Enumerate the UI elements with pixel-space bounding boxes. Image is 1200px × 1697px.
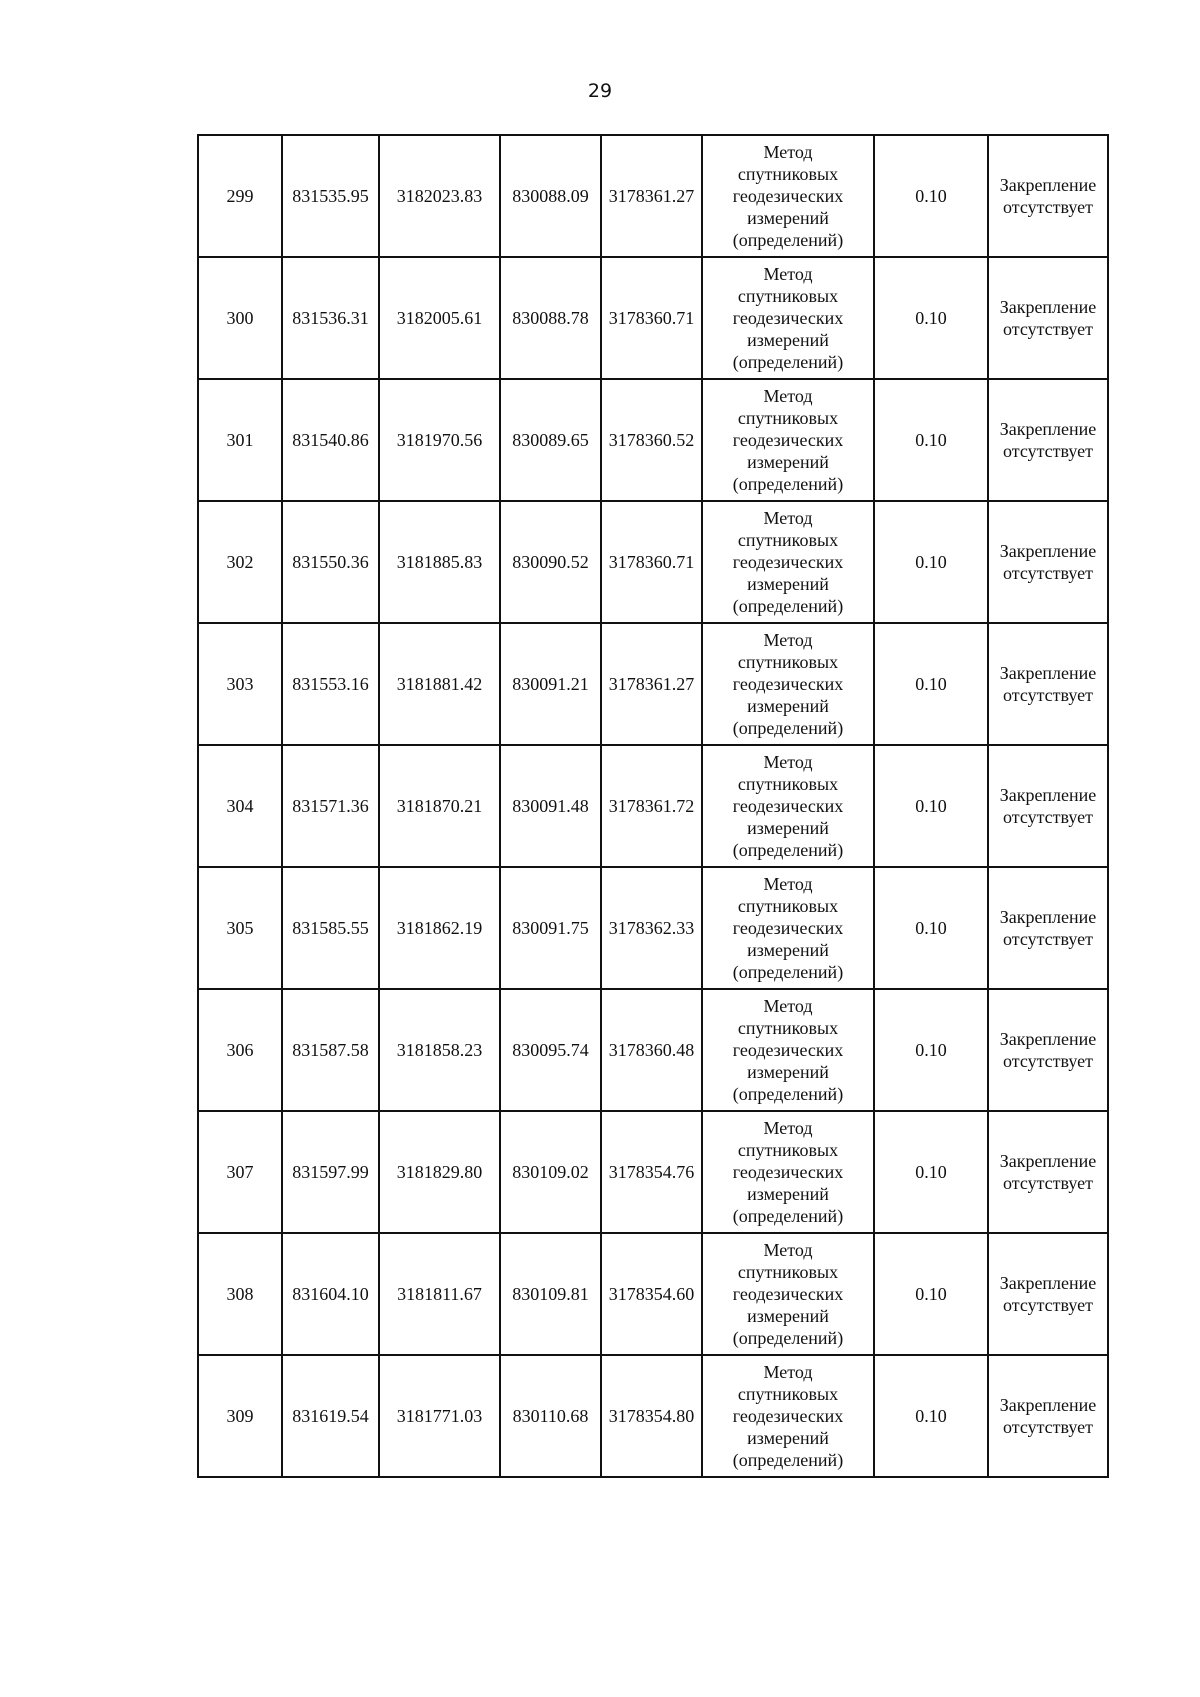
y-coordinate-cell: 3181885.83 <box>379 501 500 623</box>
fixing-line: отсутствует <box>1002 807 1094 827</box>
method-line: геодезических <box>732 918 844 938</box>
method-line: геодезических <box>732 1406 844 1426</box>
fixing-cell <box>988 623 1108 745</box>
method-line: Метод <box>763 996 813 1016</box>
method-line: Метод <box>763 1118 813 1138</box>
table-row <box>198 135 1108 257</box>
accuracy-cell: 0.10 <box>874 1111 988 1233</box>
method-line: измерений <box>747 330 829 350</box>
y-coordinate-cell: 3181858.23 <box>379 989 500 1111</box>
y-coordinate-2-cell: 3178360.52 <box>601 379 702 501</box>
fixing-cell <box>988 1233 1108 1355</box>
y-coordinate-2-cell: 3178361.72 <box>601 745 702 867</box>
y-coordinate-cell: 3182005.61 <box>379 257 500 379</box>
y-coordinate-cell: 3181811.67 <box>379 1233 500 1355</box>
method-line: Метод <box>763 142 813 162</box>
accuracy-cell: 0.10 <box>874 379 988 501</box>
method-cell <box>702 867 874 989</box>
method-line: (определений) <box>732 596 844 616</box>
point-number-cell: 309 <box>198 1355 282 1477</box>
accuracy-cell: 0.10 <box>874 745 988 867</box>
method-line: геодезических <box>732 1040 844 1060</box>
method-line: измерений <box>747 818 829 838</box>
x-coordinate-cell: 831619.54 <box>282 1355 379 1477</box>
table-body <box>198 135 1108 1477</box>
fixing-cell <box>988 745 1108 867</box>
y-coordinate-cell: 3181970.56 <box>379 379 500 501</box>
y-coordinate-2-cell: 3178360.48 <box>601 989 702 1111</box>
accuracy-cell: 0.10 <box>874 1233 988 1355</box>
method-line: геодезических <box>732 308 844 328</box>
method-cell <box>702 257 874 379</box>
fixing-cell <box>988 257 1108 379</box>
point-number-cell: 303 <box>198 623 282 745</box>
method-line: (определений) <box>732 1084 844 1104</box>
method-line: (определений) <box>732 962 844 982</box>
method-line: спутниковых <box>737 1018 839 1038</box>
method-line: геодезических <box>732 186 844 206</box>
fixing-line: отсутствует <box>1002 1417 1094 1437</box>
table-row <box>198 379 1108 501</box>
fixing-line: Закрепление <box>999 1273 1097 1293</box>
fixing-line: Закрепление <box>999 297 1097 317</box>
point-number-cell: 301 <box>198 379 282 501</box>
accuracy-cell: 0.10 <box>874 989 988 1111</box>
fixing-line: Закрепление <box>999 663 1097 683</box>
method-line: (определений) <box>732 474 844 494</box>
point-number-cell: 302 <box>198 501 282 623</box>
method-line: геодезических <box>732 796 844 816</box>
fixing-cell <box>988 501 1108 623</box>
method-cell <box>702 1355 874 1477</box>
method-line: измерений <box>747 574 829 594</box>
point-number-cell: 304 <box>198 745 282 867</box>
x-coordinate-2-cell: 830109.02 <box>500 1111 601 1233</box>
method-line: измерений <box>747 696 829 716</box>
method-cell <box>702 1233 874 1355</box>
fixing-line: Закрепление <box>999 1029 1097 1049</box>
method-line: (определений) <box>732 352 844 372</box>
method-line: спутниковых <box>737 286 839 306</box>
method-line: спутниковых <box>737 530 839 550</box>
method-line: (определений) <box>732 1450 844 1470</box>
fixing-cell <box>988 867 1108 989</box>
point-number-cell: 308 <box>198 1233 282 1355</box>
method-line: спутниковых <box>737 1384 839 1404</box>
fixing-line: отсутствует <box>1002 1173 1094 1193</box>
fixing-cell <box>988 1355 1108 1477</box>
x-coordinate-cell: 831587.58 <box>282 989 379 1111</box>
method-line: измерений <box>747 1184 829 1204</box>
point-number-cell: 307 <box>198 1111 282 1233</box>
fixing-line: Закрепление <box>999 541 1097 561</box>
method-cell <box>702 1111 874 1233</box>
x-coordinate-2-cell: 830095.74 <box>500 989 601 1111</box>
y-coordinate-cell: 3181862.19 <box>379 867 500 989</box>
y-coordinate-cell: 3181881.42 <box>379 623 500 745</box>
table-row <box>198 1233 1108 1355</box>
method-cell <box>702 135 874 257</box>
method-line: спутниковых <box>737 1140 839 1160</box>
point-number-cell: 306 <box>198 989 282 1111</box>
x-coordinate-cell: 831536.31 <box>282 257 379 379</box>
x-coordinate-cell: 831553.16 <box>282 623 379 745</box>
method-line: измерений <box>747 940 829 960</box>
x-coordinate-2-cell: 830088.09 <box>500 135 601 257</box>
method-line: измерений <box>747 1428 829 1448</box>
fixing-cell <box>988 989 1108 1111</box>
fixing-line: Закрепление <box>999 419 1097 439</box>
x-coordinate-cell: 831604.10 <box>282 1233 379 1355</box>
x-coordinate-2-cell: 830109.81 <box>500 1233 601 1355</box>
table-row <box>198 1355 1108 1477</box>
table-row <box>198 1111 1108 1233</box>
point-number-cell: 299 <box>198 135 282 257</box>
y-coordinate-2-cell: 3178354.76 <box>601 1111 702 1233</box>
table-row <box>198 745 1108 867</box>
y-coordinate-2-cell: 3178361.27 <box>601 623 702 745</box>
table-row <box>198 501 1108 623</box>
method-line: геодезических <box>732 1284 844 1304</box>
method-cell <box>702 623 874 745</box>
page-number: 29 <box>587 80 613 102</box>
y-coordinate-2-cell: 3178354.80 <box>601 1355 702 1477</box>
y-coordinate-cell: 3181829.80 <box>379 1111 500 1233</box>
fixing-line: отсутствует <box>1002 685 1094 705</box>
accuracy-cell: 0.10 <box>874 1355 988 1477</box>
accuracy-cell: 0.10 <box>874 257 988 379</box>
method-line: измерений <box>747 1306 829 1326</box>
method-line: спутниковых <box>737 1262 839 1282</box>
method-line: Метод <box>763 264 813 284</box>
x-coordinate-cell: 831571.36 <box>282 745 379 867</box>
coordinates-table <box>197 134 1109 1478</box>
x-coordinate-cell: 831540.86 <box>282 379 379 501</box>
x-coordinate-2-cell: 830090.52 <box>500 501 601 623</box>
method-line: Метод <box>763 508 813 528</box>
fixing-line: Закрепление <box>999 907 1097 927</box>
method-line: измерений <box>747 208 829 228</box>
method-cell <box>702 501 874 623</box>
accuracy-cell: 0.10 <box>874 501 988 623</box>
accuracy-cell: 0.10 <box>874 135 988 257</box>
method-line: Метод <box>763 630 813 650</box>
method-line: спутниковых <box>737 652 839 672</box>
x-coordinate-cell: 831597.99 <box>282 1111 379 1233</box>
x-coordinate-2-cell: 830091.21 <box>500 623 601 745</box>
method-line: геодезических <box>732 1162 844 1182</box>
method-line: Метод <box>763 1240 813 1260</box>
x-coordinate-cell: 831550.36 <box>282 501 379 623</box>
y-coordinate-2-cell: 3178362.33 <box>601 867 702 989</box>
x-coordinate-cell: 831585.55 <box>282 867 379 989</box>
accuracy-cell: 0.10 <box>874 623 988 745</box>
fixing-line: отсутствует <box>1002 929 1094 949</box>
x-coordinate-2-cell: 830089.65 <box>500 379 601 501</box>
fixing-line: отсутствует <box>1002 441 1094 461</box>
table-row <box>198 257 1108 379</box>
method-line: Метод <box>763 752 813 772</box>
method-cell <box>702 745 874 867</box>
method-cell <box>702 379 874 501</box>
method-cell <box>702 989 874 1111</box>
method-line: измерений <box>747 452 829 472</box>
x-coordinate-2-cell: 830091.75 <box>500 867 601 989</box>
method-line: (определений) <box>732 230 844 250</box>
table-row <box>198 867 1108 989</box>
method-line: (определений) <box>732 1328 844 1348</box>
accuracy-cell: 0.10 <box>874 867 988 989</box>
fixing-line: отсутствует <box>1002 319 1094 339</box>
method-line: (определений) <box>732 718 844 738</box>
fixing-line: Закрепление <box>999 175 1097 195</box>
y-coordinate-2-cell: 3178361.27 <box>601 135 702 257</box>
fixing-line: отсутствует <box>1002 1051 1094 1071</box>
fixing-line: отсутствует <box>1002 1295 1094 1315</box>
fixing-line: отсутствует <box>1002 563 1094 583</box>
fixing-cell <box>988 135 1108 257</box>
method-line: Метод <box>763 386 813 406</box>
y-coordinate-2-cell: 3178360.71 <box>601 257 702 379</box>
fixing-line: Закрепление <box>999 1151 1097 1171</box>
y-coordinate-2-cell: 3178354.60 <box>601 1233 702 1355</box>
method-line: (определений) <box>732 840 844 860</box>
method-line: спутниковых <box>737 164 839 184</box>
method-line: спутниковых <box>737 896 839 916</box>
x-coordinate-cell: 831535.95 <box>282 135 379 257</box>
method-line: спутниковых <box>737 774 839 794</box>
method-line: Метод <box>763 874 813 894</box>
method-line: геодезических <box>732 430 844 450</box>
method-line: (определений) <box>732 1206 844 1226</box>
method-line: Метод <box>763 1362 813 1382</box>
x-coordinate-2-cell: 830088.78 <box>500 257 601 379</box>
fixing-line: Закрепление <box>999 785 1097 805</box>
y-coordinate-cell: 3182023.83 <box>379 135 500 257</box>
method-line: спутниковых <box>737 408 839 428</box>
x-coordinate-2-cell: 830110.68 <box>500 1355 601 1477</box>
fixing-cell <box>988 379 1108 501</box>
table-row <box>198 623 1108 745</box>
point-number-cell: 305 <box>198 867 282 989</box>
table-row <box>198 989 1108 1111</box>
method-line: геодезических <box>732 674 844 694</box>
fixing-cell <box>988 1111 1108 1233</box>
x-coordinate-2-cell: 830091.48 <box>500 745 601 867</box>
method-line: измерений <box>747 1062 829 1082</box>
method-line: геодезических <box>732 552 844 572</box>
y-coordinate-2-cell: 3178360.71 <box>601 501 702 623</box>
y-coordinate-cell: 3181870.21 <box>379 745 500 867</box>
y-coordinate-cell: 3181771.03 <box>379 1355 500 1477</box>
point-number-cell: 300 <box>198 257 282 379</box>
fixing-line: отсутствует <box>1002 197 1094 217</box>
fixing-line: Закрепление <box>999 1395 1097 1415</box>
